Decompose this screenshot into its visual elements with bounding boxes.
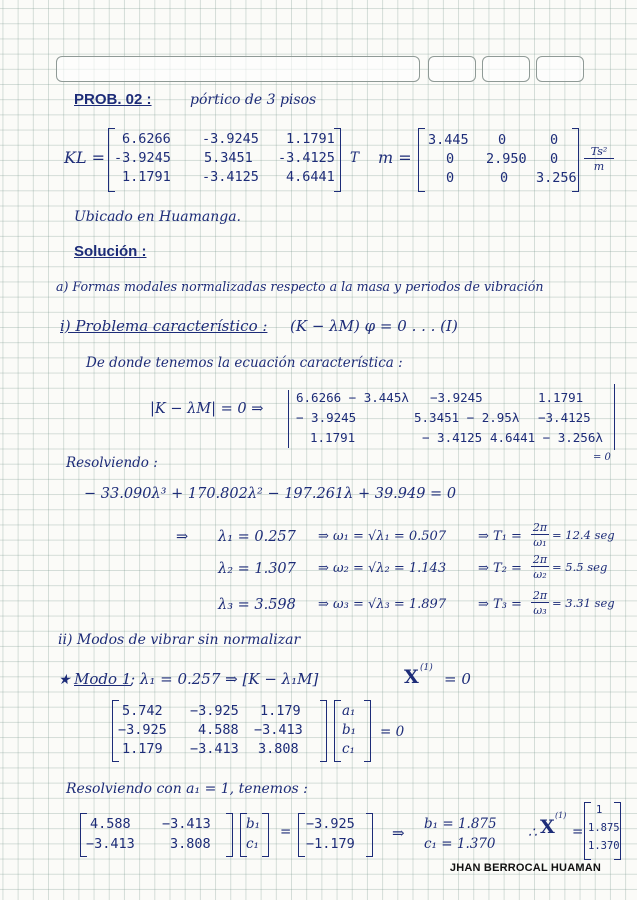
m-cell-00: 3.445 bbox=[428, 132, 469, 148]
mode-1-equation: ; λ₁ = 0.257 ⇒ [K − λ₁M] bbox=[130, 670, 319, 688]
m-cell-22: 3.256 bbox=[536, 170, 577, 186]
header-box-1 bbox=[428, 56, 476, 82]
mode1-cell-11: 4.588 bbox=[198, 722, 239, 738]
m-label: m = bbox=[378, 148, 412, 167]
kl-cell-11: 5.3451 bbox=[204, 150, 253, 166]
m-cell-01: 0 bbox=[498, 132, 507, 148]
det-cell-12: −3.4125 bbox=[538, 410, 591, 425]
final-vec-1: 1 bbox=[596, 804, 603, 816]
root-3-period: ⇒ T₃ = bbox=[478, 597, 522, 612]
det-bar-right bbox=[614, 384, 615, 450]
location-text: Ubicado en Huamanga. bbox=[74, 209, 241, 225]
kl-cell-20: 1.1791 bbox=[122, 169, 171, 185]
solving-label: Resolviendo : bbox=[66, 455, 158, 471]
sub-cell-10: −3.413 bbox=[86, 836, 135, 852]
kl-cell-00: 6.6266 bbox=[122, 131, 171, 147]
sub-cell-00: 4.588 bbox=[90, 816, 131, 832]
root-1-arrow: ⇒ bbox=[176, 529, 189, 545]
root-2-result: = 5.5 seg bbox=[552, 560, 608, 574]
root-2-period: ⇒ T₂ = bbox=[478, 561, 522, 576]
root-1-fraction-den: ω₁ bbox=[533, 536, 547, 549]
root-1-lambda: λ₁ = 0.257 bbox=[218, 529, 296, 545]
characteristic-intro: De donde tenemos la ecuación característica : bbox=[86, 355, 403, 371]
root-3-fraction bbox=[531, 590, 549, 616]
part-i-label: i) Problema característico : bbox=[60, 317, 268, 335]
m-unit-denominator: m bbox=[593, 160, 605, 173]
kl-cell-21: -3.4125 bbox=[202, 169, 259, 185]
m-unit-numerator: Ts² bbox=[584, 146, 614, 159]
final-vec-2: 1.875 bbox=[588, 822, 620, 834]
sub-cell-11: 3.808 bbox=[170, 836, 211, 852]
mode-1-superscript: (1) bbox=[420, 663, 433, 673]
m-cell-20: 0 bbox=[446, 170, 455, 186]
root-1-fraction bbox=[531, 522, 549, 548]
header-box-wide bbox=[56, 56, 420, 82]
root-3-result: = 3.31 seg bbox=[552, 596, 615, 610]
mode1-cell-01: −3.925 bbox=[190, 703, 239, 719]
root-2-fraction-den: ω₂ bbox=[533, 568, 547, 581]
m-bracket-left bbox=[418, 128, 425, 192]
det-cell-00: 6.6266 − 3.445λ bbox=[296, 390, 409, 405]
mode1-cell-12: −3.413 bbox=[254, 722, 303, 738]
final-vec-3: 1.370 bbox=[588, 840, 620, 852]
results-arrow: ⇒ bbox=[392, 824, 405, 842]
mode-1-x: X bbox=[404, 666, 419, 688]
root-2-lambda: λ₂ = 1.307 bbox=[218, 561, 296, 577]
sub-vec-bracket-right bbox=[262, 813, 269, 857]
header-boxes bbox=[56, 56, 586, 82]
sub-vec-b: b₁ bbox=[246, 816, 261, 832]
kl-cell-10: -3.9245 bbox=[114, 150, 171, 166]
rhs-bracket-left bbox=[298, 813, 305, 857]
root-1-omega: ⇒ ω₁ = √λ₁ = 0.507 bbox=[318, 529, 447, 544]
kl-label: KL = bbox=[64, 148, 106, 167]
mode1-cell-00: 5.742 bbox=[122, 703, 163, 719]
det-cell-01: −3.9245 bbox=[430, 390, 483, 405]
mode1-vec-a: a₁ bbox=[342, 703, 356, 719]
root-3-fraction-num: 2π bbox=[532, 589, 548, 602]
kl-cell-02: 1.1791 bbox=[286, 131, 335, 147]
kl-unit: T bbox=[350, 150, 360, 166]
det-cell-20: 1.1791 bbox=[310, 430, 356, 445]
result-c: c₁ = 1.370 bbox=[424, 836, 496, 852]
part-ii-heading: ii) Modos de vibrar sin normalizar bbox=[58, 632, 301, 648]
mode-1-equation-end: = 0 bbox=[444, 670, 471, 688]
rhs-bracket-right bbox=[366, 813, 373, 857]
root-1-fraction-num: 2π bbox=[532, 521, 548, 534]
mode1-vec-bracket-right bbox=[364, 700, 371, 762]
mode1-cell-22: 3.808 bbox=[258, 741, 299, 757]
result-b: b₁ = 1.875 bbox=[424, 816, 497, 832]
final-x: X bbox=[540, 816, 555, 838]
part-i-equation: (K − λM) φ = 0 . . . (I) bbox=[290, 317, 458, 335]
final-superscript: (1) bbox=[555, 811, 567, 820]
solving-with-label: Resolviendo con a₁ = 1, tenemos : bbox=[66, 781, 308, 797]
sub-cell-01: −3.413 bbox=[162, 816, 211, 832]
mode1-vec-bracket-left bbox=[334, 700, 341, 762]
mode1-cell-02: 1.179 bbox=[260, 703, 301, 719]
root-1-result: = 12.4 seg bbox=[552, 528, 615, 542]
problem-description: pórtico de 3 pisos bbox=[190, 92, 317, 108]
det-cell-11: 5.3451 − 2.95λ bbox=[414, 410, 520, 425]
m-unit bbox=[584, 146, 614, 172]
root-3-lambda: λ₃ = 3.598 bbox=[218, 597, 296, 613]
m-cell-12: 0 bbox=[550, 151, 559, 167]
rhs-value-1: −3.925 bbox=[306, 816, 355, 832]
det-bar-left bbox=[288, 390, 289, 448]
part-a-heading: a) Formas modales normalizadas respecto a la masa y periodos de vibración bbox=[56, 279, 544, 294]
root-3-omega: ⇒ ω₃ = √λ₃ = 1.897 bbox=[318, 597, 447, 612]
rhs-value-2: −1.179 bbox=[306, 836, 355, 852]
sub-equals: = bbox=[280, 824, 292, 840]
therefore-symbol: ∴ bbox=[528, 825, 537, 841]
det-cell-21: − 3.4125 bbox=[422, 430, 483, 445]
kl-cell-22: 4.6441 bbox=[286, 169, 335, 185]
mode1-cell-10: −3.925 bbox=[118, 722, 167, 738]
root-2-fraction-num: 2π bbox=[532, 553, 548, 566]
root-1-period: ⇒ T₁ = bbox=[478, 529, 522, 544]
det-cell-22: 4.6441 − 3.256λ bbox=[490, 430, 603, 445]
sub-vec-c: c₁ bbox=[246, 836, 259, 852]
root-3-fraction-den: ω₃ bbox=[533, 604, 547, 617]
root-2-omega: ⇒ ω₂ = √λ₂ = 1.143 bbox=[318, 561, 447, 576]
determinant-equation: |K − λM| = 0 ⇒ bbox=[150, 401, 264, 417]
mode1-vec-c: c₁ bbox=[342, 741, 355, 757]
mode1-cell-20: 1.179 bbox=[122, 741, 163, 757]
sub-bracket-right bbox=[226, 813, 233, 857]
header-box-2 bbox=[482, 56, 530, 82]
kl-cell-01: -3.9245 bbox=[202, 131, 259, 147]
det-equals-zero: = 0 bbox=[593, 452, 611, 463]
mode-1-star: ★ bbox=[58, 672, 71, 688]
det-cell-10: − 3.9245 bbox=[296, 410, 357, 425]
m-cell-11: 2.950 bbox=[486, 151, 527, 167]
signature: JHAN BERROCAL HUAMAN bbox=[449, 862, 601, 874]
problem-title: PROB. 02 : bbox=[74, 91, 152, 108]
root-2-fraction bbox=[531, 554, 549, 580]
final-equals: = bbox=[572, 824, 584, 840]
kl-cell-12: -3.4125 bbox=[278, 150, 335, 166]
m-cell-10: 0 bbox=[446, 151, 455, 167]
m-cell-02: 0 bbox=[550, 132, 559, 148]
characteristic-polynomial: − 33.090λ³ + 170.802λ² − 197.261λ + 39.949 = 0 bbox=[84, 486, 457, 502]
solution-heading: Solución : bbox=[74, 243, 147, 260]
mode-1-label: Modo 1 bbox=[74, 670, 132, 688]
mode1-vec-b: b₁ bbox=[342, 722, 357, 738]
kl-bracket-right bbox=[334, 128, 341, 192]
mode1-cell-21: −3.413 bbox=[190, 741, 239, 757]
m-cell-21: 0 bbox=[500, 170, 509, 186]
mode1-bracket-right bbox=[320, 700, 327, 762]
header-box-3 bbox=[536, 56, 584, 82]
det-cell-02: 1.1791 bbox=[538, 390, 584, 405]
mode1-equals-zero: = 0 bbox=[380, 724, 405, 740]
